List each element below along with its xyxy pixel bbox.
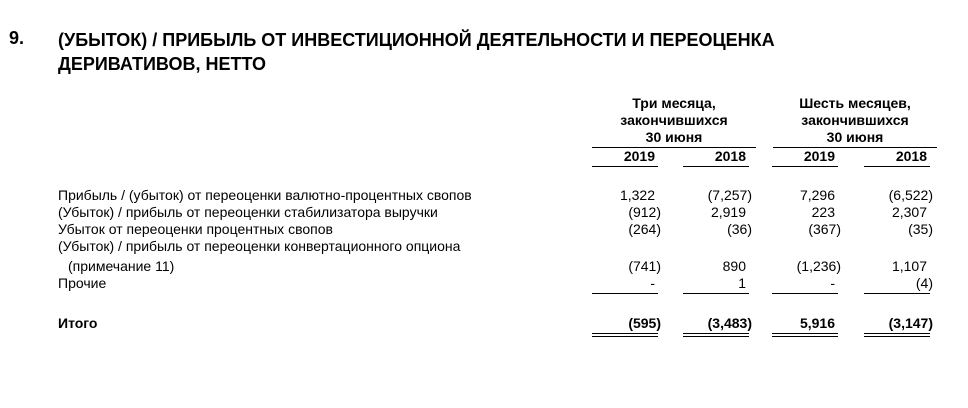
year-underline xyxy=(683,166,749,167)
section-number: 9. xyxy=(9,28,25,48)
value-cell: - xyxy=(650,275,655,291)
value-cell: (7,257) xyxy=(707,187,752,203)
value-cell: 1,107 xyxy=(891,258,927,274)
group-header-line: закончившихся xyxy=(620,112,728,128)
value-cell: (367) xyxy=(808,221,841,237)
value-cell: (35) xyxy=(908,221,933,237)
value-cell: 1,322 xyxy=(619,187,655,203)
total-double-rule xyxy=(772,333,838,334)
group-header-three-months xyxy=(590,95,758,146)
row-label: Прочие xyxy=(58,275,107,291)
value-cell: 7,296 xyxy=(799,187,835,203)
value-cell: (6,522) xyxy=(888,187,933,203)
value-cell: 1 xyxy=(738,275,746,291)
value-cell: - xyxy=(830,275,835,291)
value-cell: (4) xyxy=(915,275,933,291)
total-double-rule xyxy=(683,333,749,334)
year-underline xyxy=(772,166,838,167)
value-cell: (1,236) xyxy=(796,258,841,274)
value-cell: (264) xyxy=(628,221,661,237)
year-header: 2018 xyxy=(714,148,746,164)
total-double-rule xyxy=(864,336,930,337)
year-underline xyxy=(592,166,658,167)
value-cell: 223 xyxy=(811,204,835,220)
year-header: 2019 xyxy=(623,148,655,164)
total-double-rule xyxy=(683,336,749,337)
total-double-rule xyxy=(772,336,838,337)
value-cell: (741) xyxy=(628,258,661,274)
row-label: (Убыток) / прибыль от переоценки стабилизатора выручки xyxy=(58,204,438,220)
total-value: (3,147) xyxy=(888,315,933,331)
value-cell: (36) xyxy=(727,221,752,237)
total-value: 5,916 xyxy=(799,315,835,331)
group-header-line: 30 июня xyxy=(645,129,703,145)
year-header: 2019 xyxy=(803,148,835,164)
row-label: (Убыток) / прибыль от переоценки конвертационного опциона xyxy=(58,238,461,254)
total-double-rule xyxy=(592,336,658,337)
value-cell: 890 xyxy=(722,258,746,274)
total-value: (595) xyxy=(628,315,661,331)
total-double-rule xyxy=(592,333,658,334)
total-double-rule xyxy=(864,333,930,334)
group-header-line: Три месяца, xyxy=(632,95,716,111)
group-header-six-months xyxy=(771,95,939,146)
value-cell: (912) xyxy=(628,204,661,220)
subtotal-rule xyxy=(772,293,838,294)
row-label: Прибыль / (убыток) от переоценки валютно-процентных свопов xyxy=(58,187,472,203)
year-underline xyxy=(864,166,930,167)
row-label: Убыток от переоценки процентных свопов xyxy=(58,221,333,237)
section-title: (УБЫТОК) / ПРИБЫЛЬ ОТ ИНВЕСТИЦИОННОЙ ДЕЯТЕЛЬНОСТИ И ПЕРЕОЦЕНКА ДЕРИВАТИВОВ, НЕТТО xyxy=(58,30,775,74)
value-cell: 2,919 xyxy=(710,204,746,220)
group-header-line: закончившихся xyxy=(801,112,909,128)
subtotal-rule xyxy=(683,293,749,294)
total-value: (3,483) xyxy=(707,315,752,331)
group-header-line: Шесть месяцев, xyxy=(799,95,911,111)
subtotal-rule xyxy=(592,293,658,294)
year-header: 2018 xyxy=(895,148,927,164)
subtotal-rule xyxy=(864,293,930,294)
value-cell: 2,307 xyxy=(891,204,927,220)
total-label: Итого xyxy=(58,315,98,331)
group-header-line: 30 июня xyxy=(826,129,884,145)
row-label: (примечание 11) xyxy=(68,258,175,274)
